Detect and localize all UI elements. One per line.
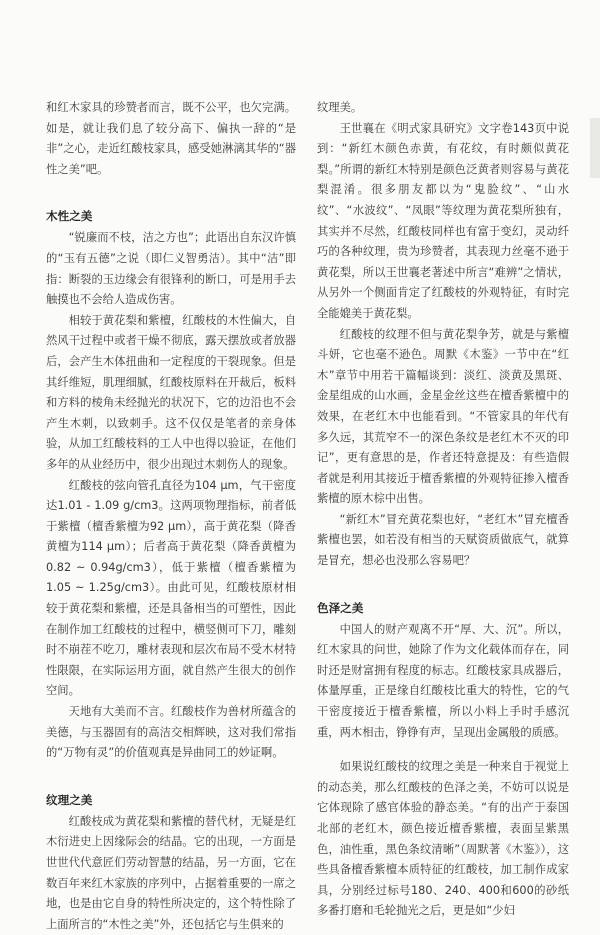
page-edge-strip: [590, 118, 600, 178]
paragraph: 红酸枝的弦向管孔直径为104 μm，气干密度达1.01 - 1.09 g/cm3。这两项物理指标，前者低于紫檀（檀香紫檀为92 μm），高于黄花梨（降香黄檀为114 μm）；后者高于黄花梨（降香黄檀为0.82 ~ 0.94g/cm3），低于紫檀（檀香紫檀为1.05 ~ 1.25g/cm3）。由此可见，红酸枝原材相较于黄花梨和紫檀，还是具备相当的可塑性，因此在制作加工红酸枝的过程中，横竖侧可下刀，雕刻时不崩茬不吃刀，雕材表现和层次布局不受木材特性限限，在实际运用方面，就自然产生很大的创作空间。: [46, 478, 296, 698]
paragraph: “锐廉而不枝，洁之方也”；此语出自东汉许慎的“玉有五德”之说（即仁义智勇洁）。其中“洁”即指：断裂的玉边缘会有很锋利的断口，可是用手去触摸也不会给人造成伤害。: [46, 231, 296, 307]
paragraph: 如果说红酸枝的纹理之美是一种来自于视觉上的动态美，那么红酸枝的色泽之美，不妨可以说是它体现除了感官体验的静态美。“有的出产于泰国北部的老红木，颜色接近檀香紫檀，表面呈紫黑色，油性重，黑色条纹清晰”（周默著《木鉴》），这些具备檀香紫檀本质特征的红酸枝，加工制作成家具，分别经过标号180、240、400和600的砂纸多番打磨和毛轮抛光之后，更是如“少妇: [317, 760, 569, 918]
section-heading: 木性之美: [46, 209, 93, 224]
paragraph: “新红木”冒充黄花梨也好，“老红木”冒充檀香紫檀也罢，如若没有相当的天赋资质做底气，就算是冒充，想必也没那么容易吧？: [317, 512, 569, 568]
paragraph: 纹理美。: [317, 101, 363, 114]
paragraph: 红酸枝的纹理不但与黄花梨争芳，就是与紫檀斗妍，它也毫不逊色。周默《木鉴》一节中在“红木”章节中用若干篇幅谈到：淡红、淡黄及黑斑、金星组成的山水画，金星金丝这些在檀香紫檀中的效果，在老红木中也能看到。“不管家具的年代有多久远，其荒窄不一的深色条纹是老红木不灭的印记”，更有意思的是，作者还特意提及：有些造假者就是利用其接近于檀香紫檀的外观特征掺入檀香紫檀的原木棕中出售。: [317, 327, 569, 506]
paragraph: 中国人的财产观离不开“厚、大、沉”。所以，红木家具的问世，她除了作为文化载体而存在，同时还是财富拥有程度的标志。红酸枝家具成器后，体量厚重，正是缘自红酸枝比重大的特性，它的气干密度接近于檀香紫檀，所以小料上手时手感沉重，两木相击，铮铮有声，呈现出金属般的质感。: [317, 622, 569, 739]
right-column: [317, 98, 569, 922]
paragraph: 和红木家具的珍赞者而言，既不公平，也欠完满。如是，就让我们息了较分高下、偏执一辞的“是非”之心，走近红酸枝家具，感受她淋漓其华的“器性之美”吧。: [46, 101, 296, 176]
section-heading: 色泽之美: [317, 600, 364, 615]
paragraph: 王世襄在《明式家具研究》文字卷143页中说到：“新红木颜色赤黄，有花纹，有时颇似黄花梨。”所谓的新红木特别是颜色泛黄者则容易与黄花梨混淆。很多朋友都以为“鬼脸纹”、“山水纹”、“水波纹”、“凤眼”等纹理为黄花梨所独有，其实并不尽然，红酸枝同样也有富于变幻，灵动纤巧的各种纹理，贵为珍赞者，其表现力丝毫不逊于黄花梨，所以王世襄老著述中所言“难辨”之情状，从另外一个侧面肯定了红酸枝的外观特征，有时完全能媲美于黄花梨。: [317, 121, 569, 320]
paragraph: 天地有大美而不言。红酸枝作为兽材所蕴含的美德，与玉器固有的高洁交相辉映，这对我们常指的“万物有灵”的价值观真是异曲同工的妙证啊。: [46, 705, 296, 760]
paragraph: 相较于黄花梨和紫檀，红酸枝的木性偏大，自然风干过程中或者干燥不彻底，露天摆放或者放器后，会产生木体扭曲和一定程度的干裂现象。但是其纤维短，肌理细腻，红酸枝原料在开裁后，板料和方料的棱角未经抛光的状况下，它的边沿也不会产生木刺，以致刺手。这不仅仅是笔者的亲身体验，从加工红酸枝料的工人中也得以验证，在他们多年的从业经历中，很少出现过木刺伤人的现象。: [46, 313, 296, 471]
section-heading: 纹理之美: [46, 792, 93, 807]
paragraph: 红酸枝成为黄花梨和紫檀的替代材，无疑是红木衍进史上因缘际会的结晶。它的出现，一方面是世世代代意匠们劳动智慧的结晶，另一方面，它在数百年来红木家族的序列中，占据着重要的一席之地，也是由它自身的特性所决定的，这个特性除了上面所言的“木性之美”外，还包括它与生俱来的: [46, 814, 296, 931]
left-column: [46, 98, 296, 935]
